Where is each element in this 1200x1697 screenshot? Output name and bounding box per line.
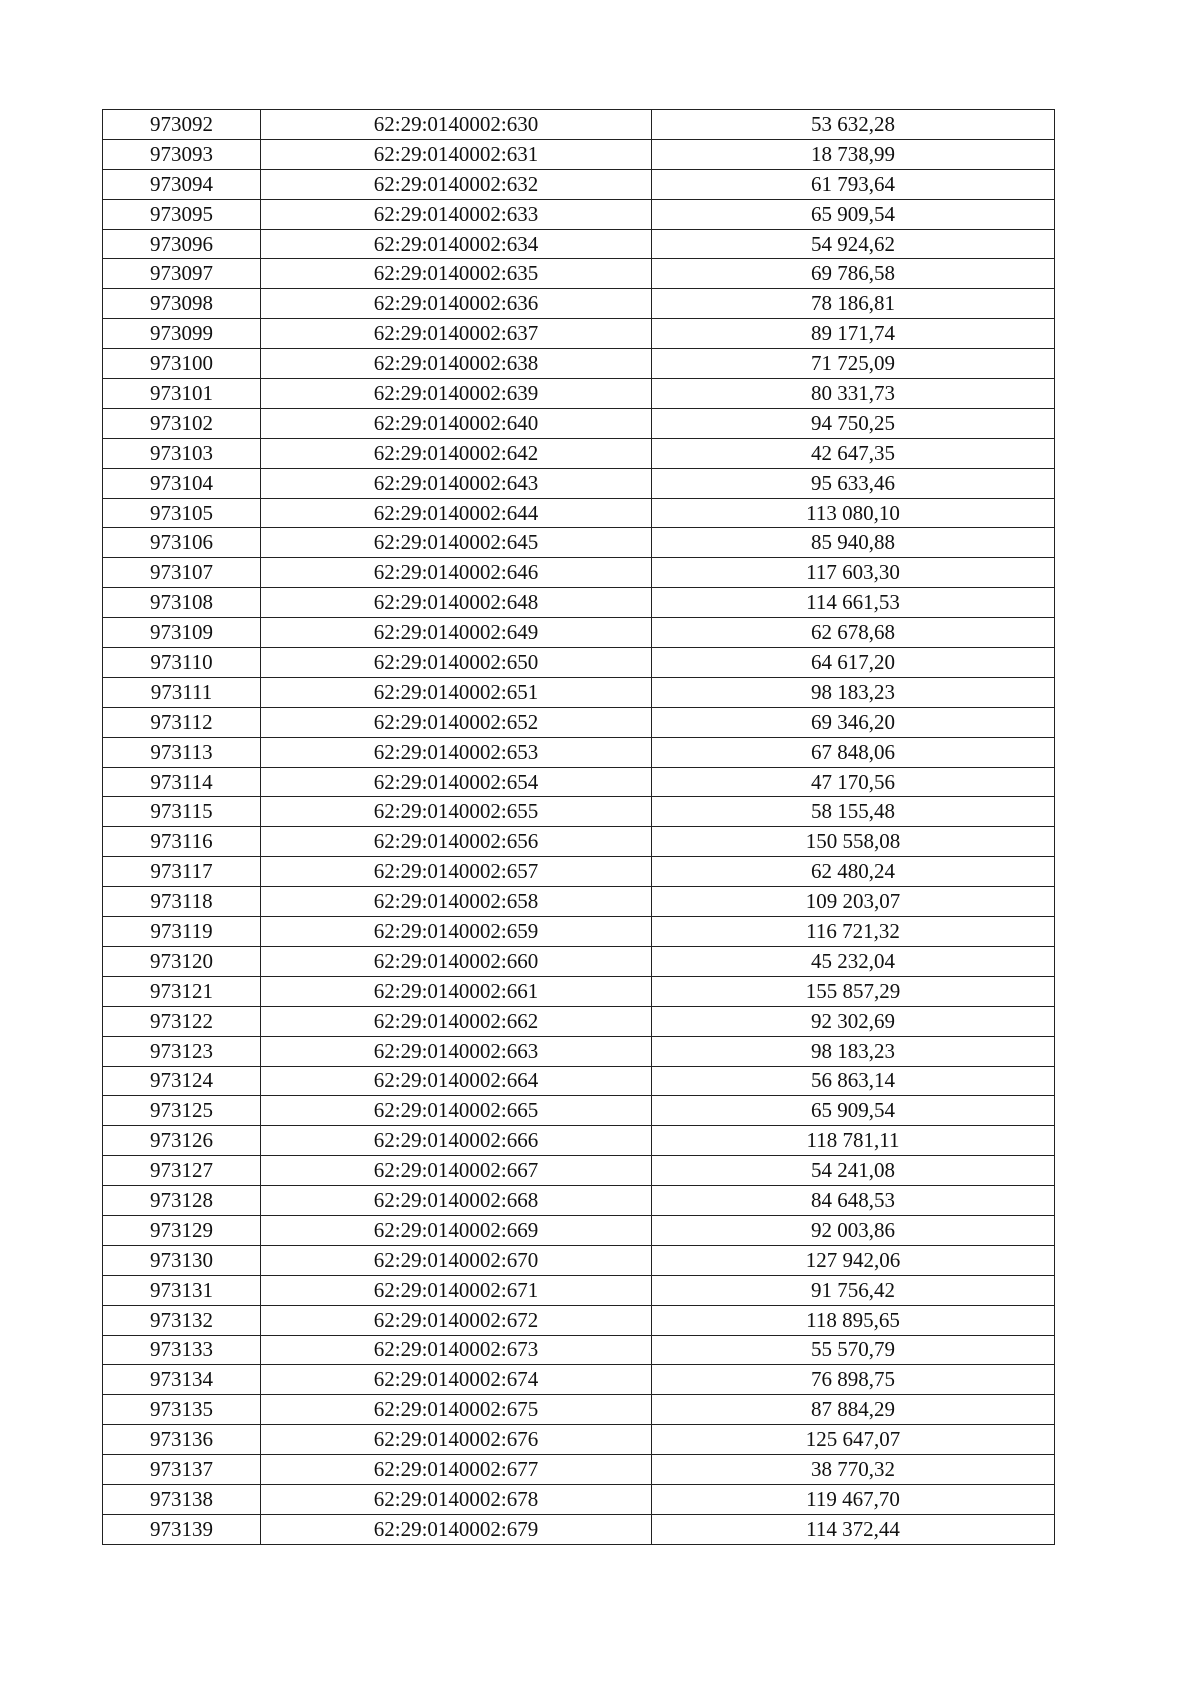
table-row xyxy=(103,259,1055,289)
cadastral-number-cell: 62:29:0140002:655 xyxy=(261,797,652,827)
table-row xyxy=(103,1514,1055,1544)
value-cell: 113 080,10 xyxy=(652,498,1055,528)
table-row xyxy=(103,737,1055,767)
table-row xyxy=(103,110,1055,140)
cadastral-number-cell: 62:29:0140002:663 xyxy=(261,1036,652,1066)
row-number-cell: 973109 xyxy=(103,618,261,648)
table-row xyxy=(103,1455,1055,1485)
table-row xyxy=(103,648,1055,678)
row-number-cell: 973128 xyxy=(103,1186,261,1216)
table-row xyxy=(103,1275,1055,1305)
table-row xyxy=(103,857,1055,887)
row-number-cell: 973133 xyxy=(103,1335,261,1365)
row-number-cell: 973102 xyxy=(103,408,261,438)
row-number-cell: 973112 xyxy=(103,707,261,737)
value-cell: 150 558,08 xyxy=(652,827,1055,857)
cadastral-number-cell: 62:29:0140002:656 xyxy=(261,827,652,857)
row-number-cell: 973134 xyxy=(103,1365,261,1395)
cadastral-number-cell: 62:29:0140002:667 xyxy=(261,1156,652,1186)
table-row xyxy=(103,1186,1055,1216)
table-row xyxy=(103,1066,1055,1096)
row-number-cell: 973120 xyxy=(103,946,261,976)
value-cell: 80 331,73 xyxy=(652,379,1055,409)
value-cell: 69 786,58 xyxy=(652,259,1055,289)
row-number-cell: 973135 xyxy=(103,1395,261,1425)
cadastral-number-cell: 62:29:0140002:660 xyxy=(261,946,652,976)
table-row xyxy=(103,289,1055,319)
table-row xyxy=(103,558,1055,588)
table-row xyxy=(103,1365,1055,1395)
cadastral-number-cell: 62:29:0140002:662 xyxy=(261,1006,652,1036)
table-row xyxy=(103,767,1055,797)
table-row xyxy=(103,976,1055,1006)
row-number-cell: 973127 xyxy=(103,1156,261,1186)
table-row xyxy=(103,408,1055,438)
table-row xyxy=(103,618,1055,648)
cadastral-number-cell: 62:29:0140002:652 xyxy=(261,707,652,737)
table-row xyxy=(103,229,1055,259)
cadastral-number-cell: 62:29:0140002:676 xyxy=(261,1425,652,1455)
cadastral-number-cell: 62:29:0140002:630 xyxy=(261,110,652,140)
cadastral-number-cell: 62:29:0140002:665 xyxy=(261,1096,652,1126)
value-cell: 85 940,88 xyxy=(652,528,1055,558)
table-row xyxy=(103,1156,1055,1186)
value-cell: 87 884,29 xyxy=(652,1395,1055,1425)
cadastral-number-cell: 62:29:0140002:651 xyxy=(261,677,652,707)
row-number-cell: 973117 xyxy=(103,857,261,887)
table-row xyxy=(103,1484,1055,1514)
value-cell: 55 570,79 xyxy=(652,1335,1055,1365)
value-cell: 64 617,20 xyxy=(652,648,1055,678)
cadastral-number-cell: 62:29:0140002:671 xyxy=(261,1275,652,1305)
value-cell: 91 756,42 xyxy=(652,1275,1055,1305)
row-number-cell: 973114 xyxy=(103,767,261,797)
cadastral-number-cell: 62:29:0140002:644 xyxy=(261,498,652,528)
cadastral-number-cell: 62:29:0140002:653 xyxy=(261,737,652,767)
row-number-cell: 973137 xyxy=(103,1455,261,1485)
cadastral-number-cell: 62:29:0140002:646 xyxy=(261,558,652,588)
value-cell: 54 241,08 xyxy=(652,1156,1055,1186)
row-number-cell: 973111 xyxy=(103,677,261,707)
row-number-cell: 973105 xyxy=(103,498,261,528)
value-cell: 94 750,25 xyxy=(652,408,1055,438)
cadastral-number-cell: 62:29:0140002:640 xyxy=(261,408,652,438)
cadastral-number-cell: 62:29:0140002:657 xyxy=(261,857,652,887)
value-cell: 42 647,35 xyxy=(652,438,1055,468)
value-cell: 78 186,81 xyxy=(652,289,1055,319)
table-row xyxy=(103,1425,1055,1455)
value-cell: 62 678,68 xyxy=(652,618,1055,648)
value-cell: 116 721,32 xyxy=(652,917,1055,947)
value-cell: 98 183,23 xyxy=(652,1036,1055,1066)
cadastral-number-cell: 62:29:0140002:672 xyxy=(261,1305,652,1335)
row-number-cell: 973107 xyxy=(103,558,261,588)
row-number-cell: 973094 xyxy=(103,169,261,199)
cadastral-number-cell: 62:29:0140002:632 xyxy=(261,169,652,199)
value-cell: 45 232,04 xyxy=(652,946,1055,976)
table-row xyxy=(103,917,1055,947)
row-number-cell: 973106 xyxy=(103,528,261,558)
cadastral-number-cell: 62:29:0140002:674 xyxy=(261,1365,652,1395)
table-row xyxy=(103,1036,1055,1066)
value-cell: 118 895,65 xyxy=(652,1305,1055,1335)
row-number-cell: 973104 xyxy=(103,468,261,498)
cadastral-number-cell: 62:29:0140002:645 xyxy=(261,528,652,558)
table-row xyxy=(103,349,1055,379)
table-row xyxy=(103,379,1055,409)
value-cell: 119 467,70 xyxy=(652,1484,1055,1514)
cadastral-number-cell: 62:29:0140002:677 xyxy=(261,1455,652,1485)
cadastral-number-cell: 62:29:0140002:650 xyxy=(261,648,652,678)
cadastral-number-cell: 62:29:0140002:634 xyxy=(261,229,652,259)
value-cell: 117 603,30 xyxy=(652,558,1055,588)
row-number-cell: 973092 xyxy=(103,110,261,140)
cadastral-number-cell: 62:29:0140002:643 xyxy=(261,468,652,498)
row-number-cell: 973100 xyxy=(103,349,261,379)
cadastral-number-cell: 62:29:0140002:654 xyxy=(261,767,652,797)
table-row xyxy=(103,1305,1055,1335)
value-cell: 54 924,62 xyxy=(652,229,1055,259)
value-cell: 61 793,64 xyxy=(652,169,1055,199)
cadastral-number-cell: 62:29:0140002:637 xyxy=(261,319,652,349)
cadastral-number-cell: 62:29:0140002:639 xyxy=(261,379,652,409)
cadastral-number-cell: 62:29:0140002:670 xyxy=(261,1245,652,1275)
table-row xyxy=(103,677,1055,707)
value-cell: 38 770,32 xyxy=(652,1455,1055,1485)
row-number-cell: 973132 xyxy=(103,1305,261,1335)
data-table xyxy=(102,109,1055,1545)
cadastral-number-cell: 62:29:0140002:638 xyxy=(261,349,652,379)
value-cell: 56 863,14 xyxy=(652,1066,1055,1096)
value-cell: 65 909,54 xyxy=(652,199,1055,229)
row-number-cell: 973125 xyxy=(103,1096,261,1126)
table-row xyxy=(103,887,1055,917)
value-cell: 71 725,09 xyxy=(652,349,1055,379)
cadastral-number-cell: 62:29:0140002:648 xyxy=(261,588,652,618)
table-body xyxy=(103,110,1055,1545)
row-number-cell: 973136 xyxy=(103,1425,261,1455)
value-cell: 53 632,28 xyxy=(652,110,1055,140)
row-number-cell: 973110 xyxy=(103,648,261,678)
value-cell: 92 003,86 xyxy=(652,1215,1055,1245)
row-number-cell: 973130 xyxy=(103,1245,261,1275)
value-cell: 92 302,69 xyxy=(652,1006,1055,1036)
value-cell: 95 633,46 xyxy=(652,468,1055,498)
row-number-cell: 973097 xyxy=(103,259,261,289)
value-cell: 76 898,75 xyxy=(652,1365,1055,1395)
row-number-cell: 973124 xyxy=(103,1066,261,1096)
row-number-cell: 973139 xyxy=(103,1514,261,1544)
table-row xyxy=(103,438,1055,468)
cadastral-number-cell: 62:29:0140002:661 xyxy=(261,976,652,1006)
value-cell: 67 848,06 xyxy=(652,737,1055,767)
table-row xyxy=(103,1006,1055,1036)
table-row xyxy=(103,797,1055,827)
value-cell: 127 942,06 xyxy=(652,1245,1055,1275)
cadastral-number-cell: 62:29:0140002:658 xyxy=(261,887,652,917)
table-row xyxy=(103,169,1055,199)
value-cell: 58 155,48 xyxy=(652,797,1055,827)
value-cell: 65 909,54 xyxy=(652,1096,1055,1126)
row-number-cell: 973095 xyxy=(103,199,261,229)
row-number-cell: 973118 xyxy=(103,887,261,917)
cadastral-number-cell: 62:29:0140002:679 xyxy=(261,1514,652,1544)
table-row xyxy=(103,1395,1055,1425)
table-row xyxy=(103,946,1055,976)
row-number-cell: 973103 xyxy=(103,438,261,468)
table-row xyxy=(103,588,1055,618)
table-row xyxy=(103,199,1055,229)
value-cell: 62 480,24 xyxy=(652,857,1055,887)
row-number-cell: 973121 xyxy=(103,976,261,1006)
table-row xyxy=(103,827,1055,857)
row-number-cell: 973126 xyxy=(103,1126,261,1156)
cadastral-number-cell: 62:29:0140002:673 xyxy=(261,1335,652,1365)
table-row xyxy=(103,1126,1055,1156)
row-number-cell: 973096 xyxy=(103,229,261,259)
value-cell: 47 170,56 xyxy=(652,767,1055,797)
table-row xyxy=(103,1096,1055,1126)
row-number-cell: 973093 xyxy=(103,139,261,169)
row-number-cell: 973138 xyxy=(103,1484,261,1514)
table-row xyxy=(103,498,1055,528)
value-cell: 89 171,74 xyxy=(652,319,1055,349)
table-row xyxy=(103,468,1055,498)
row-number-cell: 973098 xyxy=(103,289,261,319)
cadastral-number-cell: 62:29:0140002:631 xyxy=(261,139,652,169)
value-cell: 114 661,53 xyxy=(652,588,1055,618)
cadastral-number-cell: 62:29:0140002:666 xyxy=(261,1126,652,1156)
row-number-cell: 973101 xyxy=(103,379,261,409)
table-row xyxy=(103,1335,1055,1365)
value-cell: 125 647,07 xyxy=(652,1425,1055,1455)
value-cell: 69 346,20 xyxy=(652,707,1055,737)
row-number-cell: 973129 xyxy=(103,1215,261,1245)
cadastral-number-cell: 62:29:0140002:678 xyxy=(261,1484,652,1514)
table-row xyxy=(103,528,1055,558)
row-number-cell: 973116 xyxy=(103,827,261,857)
cadastral-number-cell: 62:29:0140002:664 xyxy=(261,1066,652,1096)
cadastral-number-cell: 62:29:0140002:636 xyxy=(261,289,652,319)
row-number-cell: 973131 xyxy=(103,1275,261,1305)
table-row xyxy=(103,319,1055,349)
cadastral-number-cell: 62:29:0140002:633 xyxy=(261,199,652,229)
value-cell: 84 648,53 xyxy=(652,1186,1055,1216)
cadastral-number-cell: 62:29:0140002:659 xyxy=(261,917,652,947)
row-number-cell: 973113 xyxy=(103,737,261,767)
table-row xyxy=(103,139,1055,169)
table-row xyxy=(103,707,1055,737)
value-cell: 98 183,23 xyxy=(652,677,1055,707)
cadastral-number-cell: 62:29:0140002:635 xyxy=(261,259,652,289)
table-row xyxy=(103,1215,1055,1245)
row-number-cell: 973122 xyxy=(103,1006,261,1036)
cadastral-number-cell: 62:29:0140002:668 xyxy=(261,1186,652,1216)
cadastral-number-cell: 62:29:0140002:649 xyxy=(261,618,652,648)
value-cell: 118 781,11 xyxy=(652,1126,1055,1156)
cadastral-number-cell: 62:29:0140002:669 xyxy=(261,1215,652,1245)
table-row xyxy=(103,1245,1055,1275)
value-cell: 114 372,44 xyxy=(652,1514,1055,1544)
cadastral-number-cell: 62:29:0140002:642 xyxy=(261,438,652,468)
row-number-cell: 973123 xyxy=(103,1036,261,1066)
row-number-cell: 973115 xyxy=(103,797,261,827)
value-cell: 109 203,07 xyxy=(652,887,1055,917)
value-cell: 155 857,29 xyxy=(652,976,1055,1006)
cadastral-number-cell: 62:29:0140002:675 xyxy=(261,1395,652,1425)
value-cell: 18 738,99 xyxy=(652,139,1055,169)
row-number-cell: 973108 xyxy=(103,588,261,618)
row-number-cell: 973099 xyxy=(103,319,261,349)
row-number-cell: 973119 xyxy=(103,917,261,947)
